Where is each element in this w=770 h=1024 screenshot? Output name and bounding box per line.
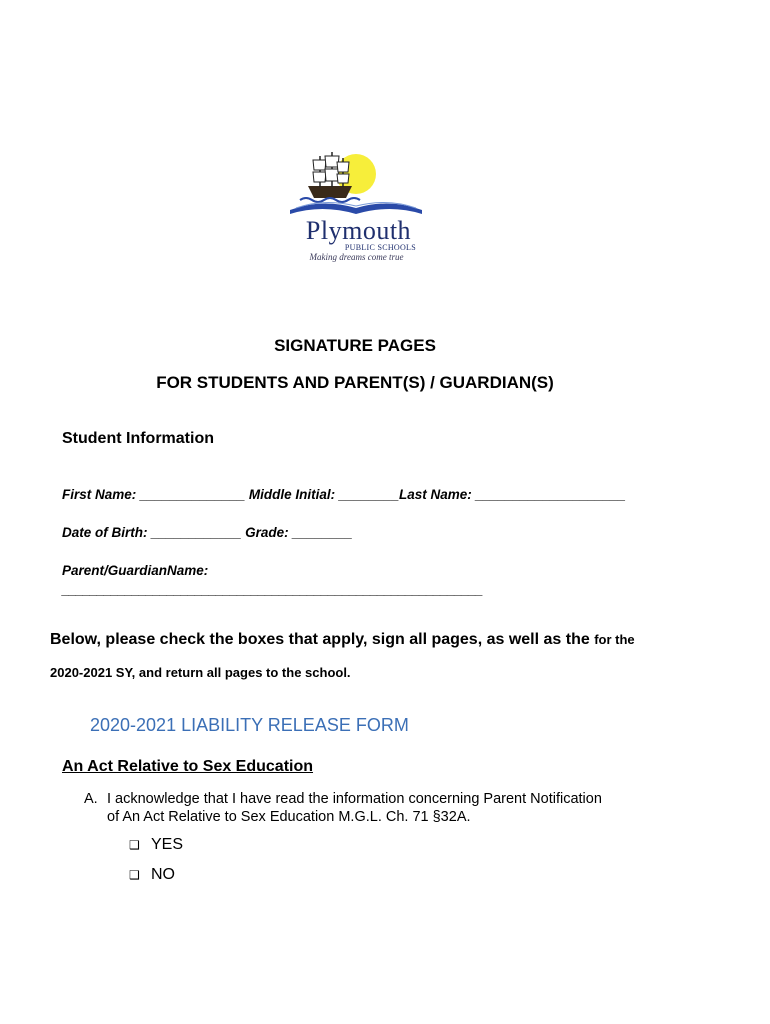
option-label: YES [151,836,184,853]
form-title: 2020-2021 LIABILITY RELEASE FORM [90,715,409,735]
logo-subtitle: PUBLIC SCHOOLS [344,243,416,252]
option-no[interactable] [129,866,175,884]
item-text-line-2: of An Act Relative to Sex Education M.G.L. Ch. 71 §32A. [107,809,471,825]
school-logo [286,146,426,271]
parent-guardian-blank[interactable]: ____________________________________________________________ [62,582,483,597]
student-info-heading: Student Information [62,430,214,447]
checkbox-icon[interactable]: ❑ [129,868,140,882]
option-label: NO [151,866,175,883]
parent-guardian-label: Parent/GuardianName: [62,563,209,578]
item-text-line-1: I acknowledge that I have read the information concerning Parent Notification [107,791,602,807]
dob-grade-line[interactable]: Date of Birth: ____________ Grade: ________ [62,525,353,540]
section-heading: An Act Relative to Sex Education [62,758,314,775]
instructions-line-2: 2020-2021 SY, and return all pages to the school. [50,665,351,680]
option-yes[interactable] [129,836,183,854]
page-title: SIGNATURE PAGES [274,336,436,355]
item-letter: A. [84,791,98,807]
logo-tagline: Making dreams come true [309,252,404,262]
logo-name: Plymouth [305,216,412,245]
checkbox-icon[interactable]: ❑ [129,838,140,852]
instructions-line-1 [50,631,635,649]
page-subtitle: FOR STUDENTS AND PARENT(S) / GUARDIAN(S) [156,373,554,392]
instructions-text: Below, please check the boxes that apply, sign all pages, as well as the [50,631,590,648]
name-fields-line[interactable]: First Name: ______________ Middle Initial: ________Last Name: ____________________ [62,487,626,502]
ship-book-sun-icon [286,146,426,221]
instructions-text-small: for the [594,632,635,647]
